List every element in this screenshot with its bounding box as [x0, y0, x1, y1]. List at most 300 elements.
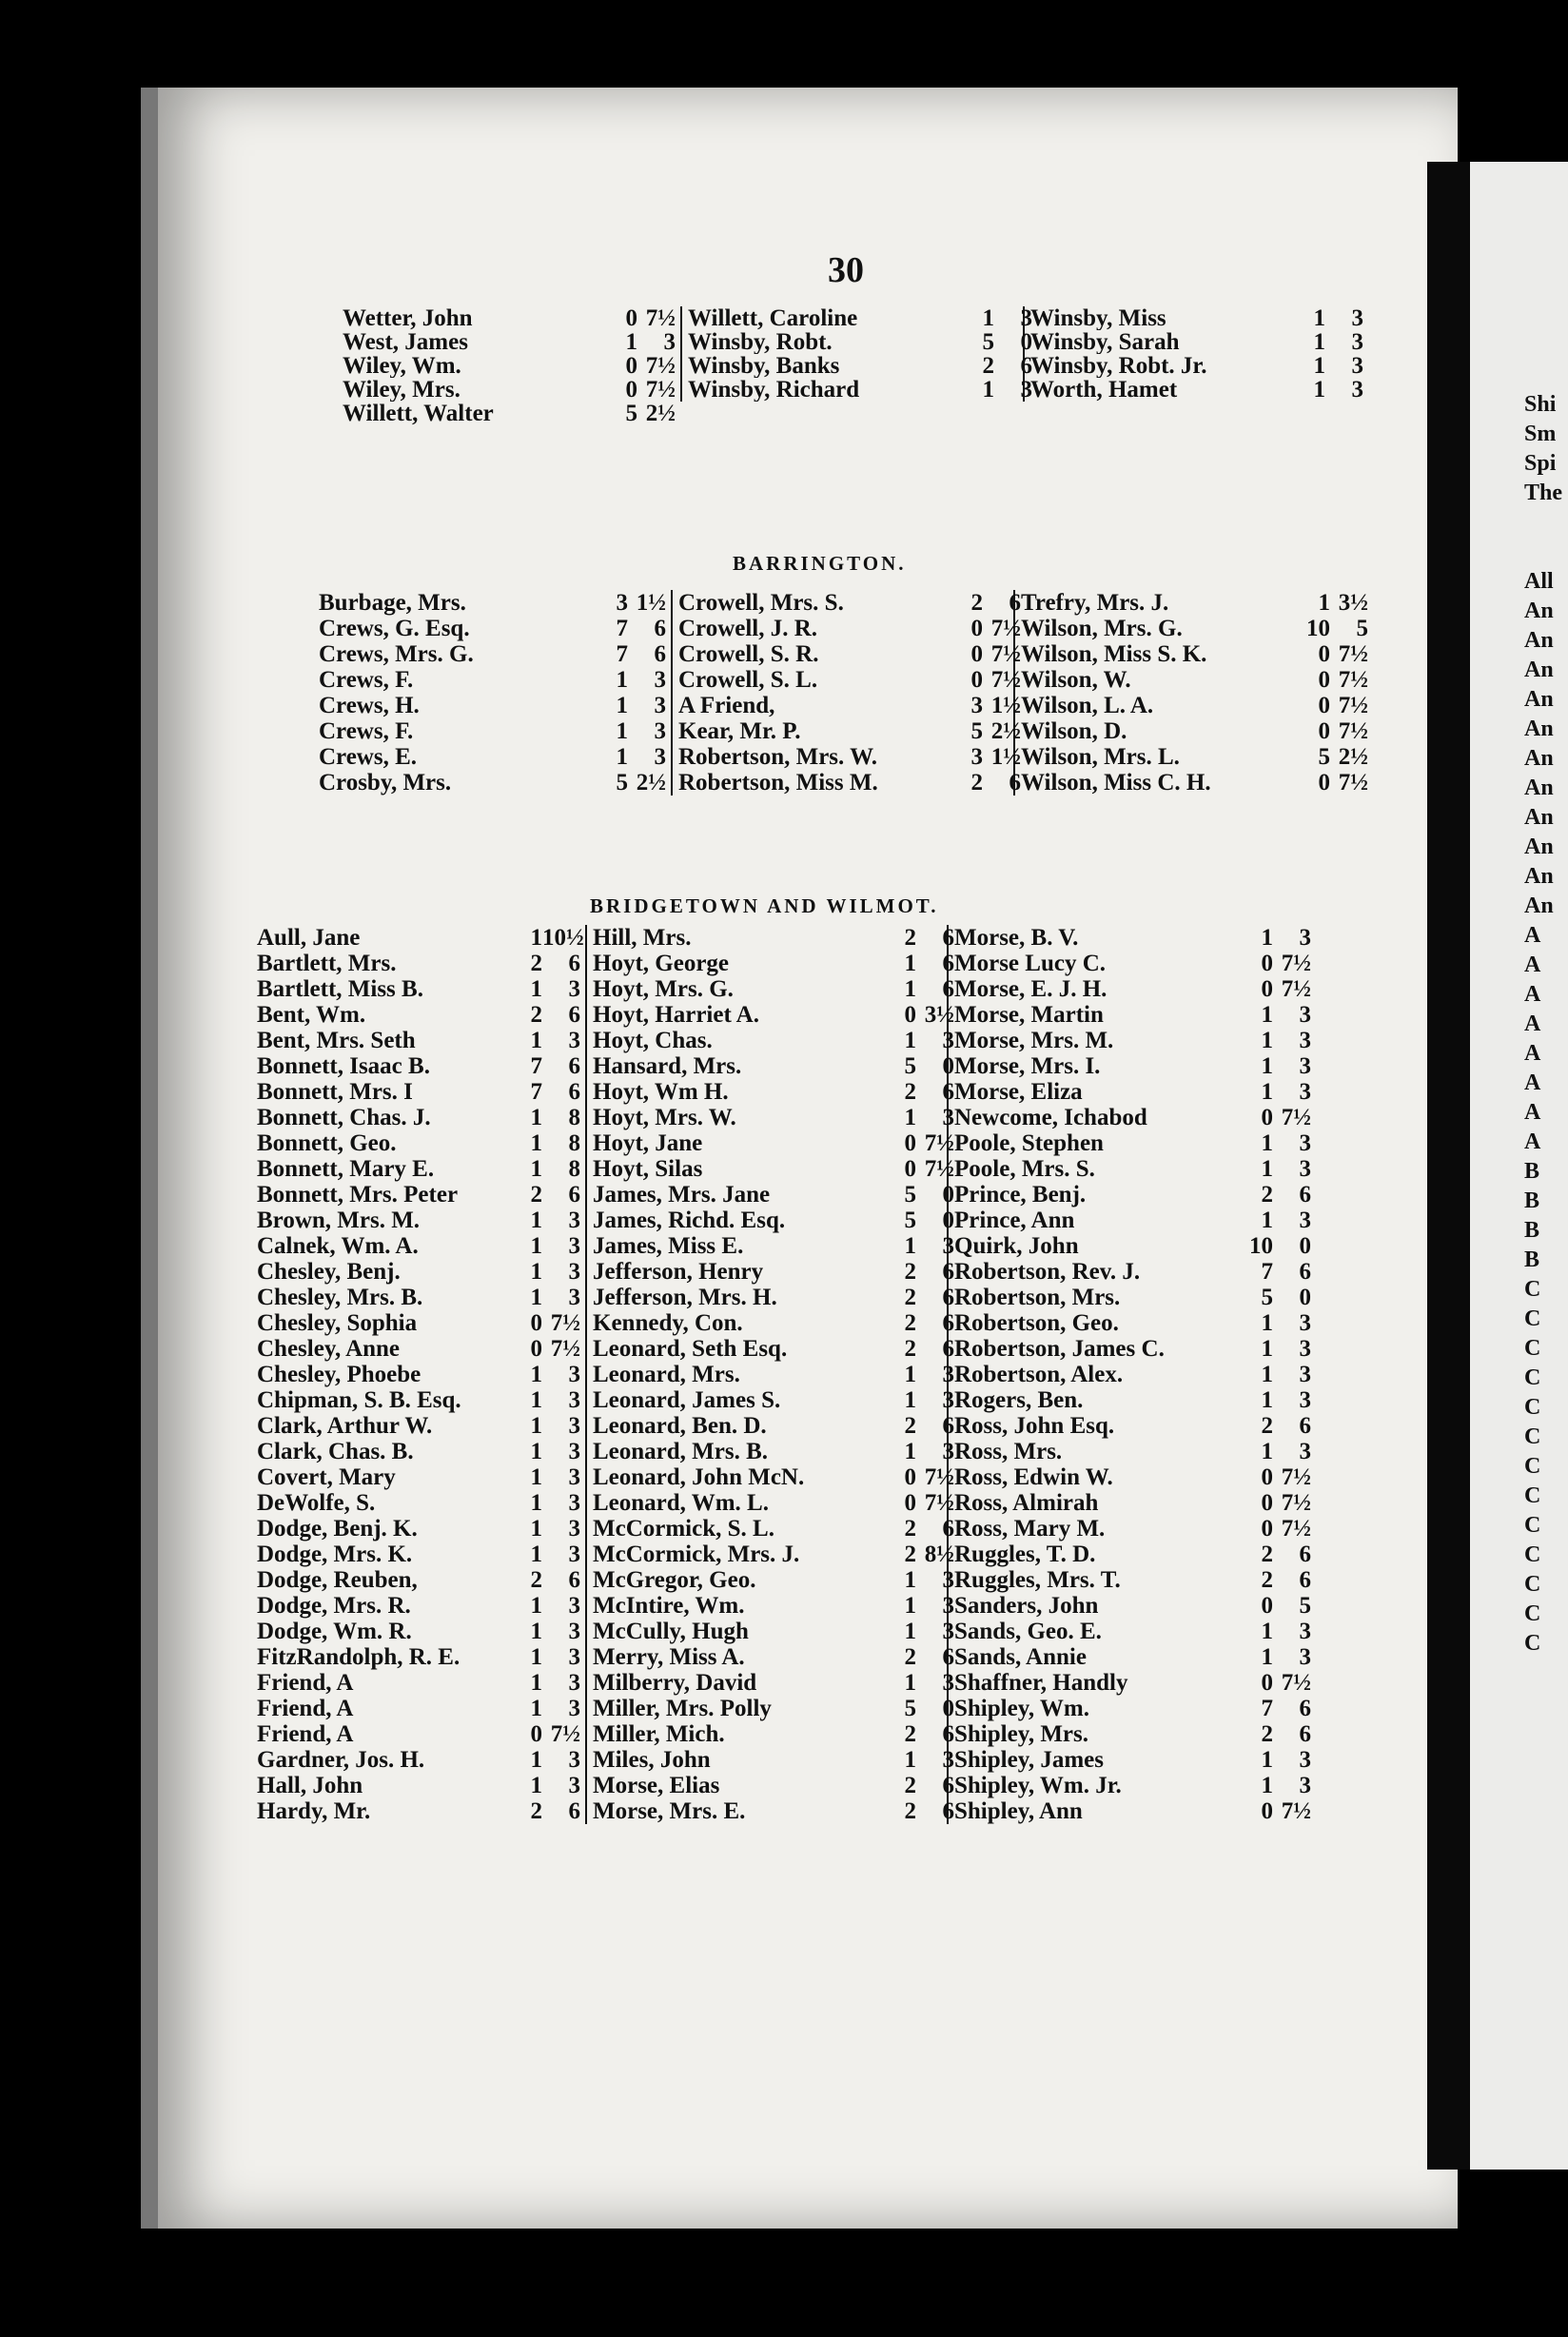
- amount-pence: 0: [1299, 1233, 1311, 1259]
- amount-pence: 3: [1299, 1053, 1311, 1079]
- amount-shillings: 0: [625, 353, 637, 379]
- amount-shillings: 5: [616, 770, 628, 795]
- amount-shillings: 3: [616, 590, 628, 616]
- amount-shillings: 1: [1261, 1336, 1273, 1362]
- amount-pence: 7½: [990, 616, 1021, 641]
- amount-shillings: 2: [530, 1182, 542, 1208]
- subscriber-name: Sanders, John: [954, 1593, 1099, 1619]
- subscriber-entry: [257, 1105, 580, 1130]
- amount-pence: 5: [1356, 616, 1368, 641]
- amount-pence: 3: [654, 667, 666, 693]
- amount-pence: 6: [1299, 1721, 1311, 1747]
- subscriber-entry: [593, 1798, 954, 1824]
- subscriber-entry: [1021, 641, 1368, 667]
- amount-pence: 6: [942, 951, 954, 976]
- subscriber-entry: [954, 1079, 1311, 1105]
- subscriber-entry: [593, 1644, 954, 1670]
- amount-pence: 6: [1020, 353, 1032, 379]
- subscriber-name: Sands, Annie: [954, 1644, 1087, 1670]
- subscriber-name: Wilson, Mrs. G.: [1021, 616, 1183, 641]
- amount-pence: 3: [942, 1670, 954, 1696]
- amount-shillings: 1: [904, 1028, 916, 1053]
- amount-shillings: 1: [982, 377, 994, 403]
- amount-shillings: 1: [1313, 353, 1325, 379]
- amount-pence: 3: [654, 693, 666, 718]
- amount-pence: 7½: [1281, 1798, 1311, 1824]
- amount-shillings: 1: [904, 1387, 916, 1413]
- amount-pence: 6: [942, 1773, 954, 1798]
- amount-pence: 6: [942, 1798, 954, 1824]
- subscriber-entry: [954, 1208, 1311, 1233]
- amount-shillings: 1: [904, 1670, 916, 1696]
- amount-pence: 7½: [1281, 1670, 1311, 1696]
- subscriber-name: Morse, Mrs. M.: [954, 1028, 1114, 1053]
- amount-pence: 3: [663, 329, 676, 355]
- subscriber-entry: [954, 1105, 1311, 1130]
- page-number: 30: [828, 250, 864, 290]
- amount-shillings: 2: [1261, 1567, 1273, 1593]
- subscriber-name: Crews, H.: [319, 693, 420, 718]
- subscriber-entry: [319, 718, 666, 744]
- subscriber-entry: [1021, 770, 1368, 795]
- subscriber-name: McGregor, Geo.: [593, 1567, 756, 1593]
- subscriber-name: Bent, Wm.: [257, 1002, 366, 1028]
- subscriber-name: Jefferson, Mrs. H.: [593, 1285, 777, 1310]
- subscriber-name: Bartlett, Mrs.: [257, 951, 397, 976]
- facing-page-fragment: [1524, 538, 1562, 567]
- facing-page-fragment: A: [1524, 1011, 1541, 1036]
- amount-shillings: 1: [530, 1439, 542, 1464]
- amount-pence: 3: [568, 1644, 580, 1670]
- facing-page-fragment: C: [1524, 1572, 1541, 1597]
- amount-pence: 6: [568, 1053, 580, 1079]
- subscriber-entry: [593, 1721, 954, 1747]
- subscriber-name: Wilson, Mrs. L.: [1021, 744, 1180, 770]
- subscriber-name: Shipley, Wm. Jr.: [954, 1773, 1122, 1798]
- subscriber-name: Robertson, Mrs.: [954, 1285, 1121, 1310]
- subscriber-entry: [319, 590, 666, 616]
- subscriber-entry: [257, 1259, 580, 1285]
- amount-pence: 3: [568, 1490, 580, 1516]
- amount-shillings: 2: [1261, 1413, 1273, 1439]
- facing-page-fragment: C: [1524, 1424, 1541, 1449]
- amount-pence: 2½: [645, 401, 676, 426]
- amount-shillings: 0: [904, 1464, 916, 1490]
- facing-page-fragment: An: [1524, 805, 1554, 830]
- amount-shillings: 1: [530, 1747, 542, 1773]
- amount-shillings: 1: [530, 1387, 542, 1413]
- amount-pence: 3: [942, 1362, 954, 1387]
- amount-pence: 6: [568, 1079, 580, 1105]
- subscriber-entry: [593, 1593, 954, 1619]
- amount-pence: 2½: [990, 718, 1021, 744]
- amount-shillings: 2: [904, 1516, 916, 1542]
- amount-shillings: 0: [1318, 693, 1330, 718]
- amount-shillings: 2: [1261, 1721, 1273, 1747]
- facing-page-fragment: A: [1524, 982, 1541, 1007]
- subscriber-name: Ross, John Esq.: [954, 1413, 1115, 1439]
- amount-shillings: 0: [1318, 770, 1330, 795]
- subscriber-entry: [593, 1464, 954, 1490]
- subscriber-entry: [593, 1619, 954, 1644]
- amount-shillings: 2: [904, 1336, 916, 1362]
- subscriber-entry: [1021, 718, 1368, 744]
- amount-pence: 6: [1299, 1259, 1311, 1285]
- amount-shillings: 1: [904, 1747, 916, 1773]
- amount-shillings: 1: [904, 951, 916, 976]
- amount-shillings: 7: [530, 1079, 542, 1105]
- subscriber-entry: [688, 378, 1032, 402]
- amount-shillings: 0: [530, 1310, 542, 1336]
- subscriber-entry: [319, 641, 666, 667]
- amount-shillings: 0: [1261, 951, 1273, 976]
- subscriber-name: Clark, Chas. B.: [257, 1439, 414, 1464]
- amount-shillings: 1: [530, 1490, 542, 1516]
- facing-page-fragment: Spi: [1524, 451, 1557, 476]
- amount-shillings: 1: [530, 1413, 542, 1439]
- amount-pence: 3: [568, 1747, 580, 1773]
- subscriber-entry: [954, 1593, 1311, 1619]
- amount-pence: 3: [1299, 1002, 1311, 1028]
- subscriber-entry: [678, 590, 1021, 616]
- amount-pence: 7½: [1338, 693, 1368, 718]
- subscriber-name: Hoyt, Chas.: [593, 1028, 713, 1053]
- amount-pence: 3: [568, 1542, 580, 1567]
- subscriber-name: Winsby, Robt.: [688, 330, 833, 354]
- amount-shillings: 0: [625, 305, 637, 331]
- amount-pence: 8: [568, 1130, 580, 1156]
- amount-shillings: 1: [530, 976, 542, 1002]
- amount-shillings: 2: [1261, 1542, 1273, 1567]
- amount-pence: 6: [942, 925, 954, 951]
- subscriber-name: Crews, F.: [319, 667, 414, 693]
- facing-page-fragment: B: [1524, 1188, 1540, 1213]
- subscriber-name: Robertson, Mrs. W.: [678, 744, 878, 770]
- subscriber-entry: [593, 1053, 954, 1079]
- facing-page-fragment: A: [1524, 1129, 1541, 1154]
- amount-shillings: 1: [530, 1105, 542, 1130]
- subscriber-name: Chesley, Benj.: [257, 1259, 401, 1285]
- subscriber-name: Shaffner, Handly: [954, 1670, 1128, 1696]
- amount-shillings: 5: [904, 1053, 916, 1079]
- subscriber-name: Kennedy, Con.: [593, 1310, 743, 1336]
- subscriber-entry: [954, 1721, 1311, 1747]
- amount-pence: 3: [942, 1593, 954, 1619]
- subscriber-name: McCully, Hugh: [593, 1619, 749, 1644]
- facing-page-fragment: B: [1524, 1247, 1540, 1272]
- amount-pence: 6: [568, 1002, 580, 1028]
- amount-pence: 3: [1351, 353, 1363, 379]
- amount-shillings: 1: [1261, 1310, 1273, 1336]
- amount-pence: 3½: [1338, 590, 1368, 616]
- subscriber-name: Ruggles, Mrs. T.: [954, 1567, 1121, 1593]
- amount-shillings: 10: [1306, 616, 1330, 641]
- subscriber-entry: [319, 693, 666, 718]
- subscriber-name: Morse, Mrs. I.: [954, 1053, 1101, 1079]
- subscriber-name: Hoyt, Wm H.: [593, 1079, 729, 1105]
- subscriber-entry: [593, 1105, 954, 1130]
- subscriber-entry: [954, 1696, 1311, 1721]
- amount-shillings: 1: [1261, 1079, 1273, 1105]
- amount-shillings: 7: [1261, 1259, 1273, 1285]
- subscriber-name: McCormick, Mrs. J.: [593, 1542, 800, 1567]
- facing-page-fragment: An: [1524, 835, 1554, 859]
- subscriber-name: Wilson, Miss S. K.: [1021, 641, 1207, 667]
- amount-pence: 3: [942, 1233, 954, 1259]
- amount-shillings: 1: [1261, 1773, 1273, 1798]
- subscriber-name: Robertson, Miss M.: [678, 770, 878, 795]
- amount-shillings: 2: [904, 1644, 916, 1670]
- subscriber-entry: [954, 1387, 1311, 1413]
- subscriber-name: Prince, Benj.: [954, 1182, 1087, 1208]
- amount-shillings: 7: [616, 616, 628, 641]
- facing-page-fragment: An: [1524, 658, 1554, 682]
- subscriber-name: Brown, Mrs. M.: [257, 1208, 421, 1233]
- amount-shillings: 1: [530, 1773, 542, 1798]
- facing-page-fragment: Sm: [1524, 422, 1557, 446]
- subscriber-entry: [954, 1259, 1311, 1285]
- amount-shillings: 1: [1261, 1644, 1273, 1670]
- amount-pence: 3: [942, 1028, 954, 1053]
- amount-pence: 8½: [924, 1542, 954, 1567]
- amount-pence: 8: [568, 1105, 580, 1130]
- amount-pence: 3: [1299, 1130, 1311, 1156]
- amount-shillings: 1: [616, 667, 628, 693]
- amount-pence: 6: [1299, 1182, 1311, 1208]
- amount-pence: 3: [1299, 1156, 1311, 1182]
- amount-pence: 7½: [1338, 770, 1368, 795]
- amount-shillings: 2: [530, 1567, 542, 1593]
- amount-pence: 6: [942, 1079, 954, 1105]
- subscriber-name: Wilson, W.: [1021, 667, 1131, 693]
- subscriber-entry: [593, 976, 954, 1002]
- amount-shillings: 2: [904, 1285, 916, 1310]
- amount-pence: 7½: [645, 377, 676, 403]
- subscriber-entry: [954, 1156, 1311, 1182]
- facing-page-fragment: [1524, 508, 1562, 538]
- amount-shillings: 2: [1261, 1182, 1273, 1208]
- subscriber-name: Quirk, John: [954, 1233, 1079, 1259]
- subscriber-name: Bonnett, Mary E.: [257, 1156, 435, 1182]
- facing-page-fragment: B: [1524, 1159, 1540, 1184]
- amount-pence: 3: [568, 1028, 580, 1053]
- subscriber-name: DeWolfe, S.: [257, 1490, 376, 1516]
- amount-shillings: 5: [1318, 744, 1330, 770]
- subscriber-entry: [319, 667, 666, 693]
- bridgetown-heading: BRIDGETOWN AND WILMOT.: [590, 894, 939, 917]
- subscriber-entry: [593, 1208, 954, 1233]
- amount-pence: 5: [1299, 1593, 1311, 1619]
- continued-col-2: [680, 306, 1032, 402]
- amount-pence: 6: [568, 1567, 580, 1593]
- subscriber-name: Bent, Mrs. Seth: [257, 1028, 416, 1053]
- subscriber-name: Morse, B. V.: [954, 925, 1079, 951]
- facing-page-fragment: An: [1524, 687, 1554, 712]
- amount-shillings: 2: [970, 770, 983, 795]
- amount-pence: 6: [1299, 1413, 1311, 1439]
- amount-pence: 6: [1299, 1542, 1311, 1567]
- amount-shillings: 2: [904, 1721, 916, 1747]
- facing-page-fragment: A: [1524, 923, 1541, 948]
- subscriber-name: Sands, Geo. E.: [954, 1619, 1102, 1644]
- facing-page-fragment: C: [1524, 1631, 1541, 1656]
- amount-pence: 3: [1299, 1439, 1311, 1464]
- amount-pence: 1½: [990, 744, 1021, 770]
- amount-pence: 6: [942, 1413, 954, 1439]
- subscriber-entry: [257, 1542, 580, 1567]
- amount-shillings: 1: [982, 305, 994, 331]
- amount-pence: 3: [1299, 1028, 1311, 1053]
- amount-pence: 3: [1020, 377, 1032, 403]
- amount-pence: 3: [942, 1387, 954, 1413]
- amount-pence: 3: [1351, 377, 1363, 403]
- amount-shillings: 1: [530, 1542, 542, 1567]
- amount-pence: 2½: [636, 770, 666, 795]
- amount-pence: 3: [1299, 1644, 1311, 1670]
- subscriber-name: Morse, Eliza: [954, 1079, 1083, 1105]
- subscriber-entry: [257, 1567, 580, 1593]
- subscriber-name: Poole, Mrs. S.: [954, 1156, 1095, 1182]
- amount-pence: 2½: [1338, 744, 1368, 770]
- subscriber-name: Hoyt, George: [593, 951, 730, 976]
- amount-pence: 3: [568, 1387, 580, 1413]
- subscriber-name: Hoyt, Mrs. G.: [593, 976, 734, 1002]
- subscriber-name: Poole, Stephen: [954, 1130, 1104, 1156]
- subscriber-entry: [319, 616, 666, 641]
- subscriber-entry: [678, 744, 1021, 770]
- amount-shillings: 1: [904, 1619, 916, 1644]
- subscriber-entry: [257, 1798, 580, 1824]
- subscriber-name: Chesley, Anne: [257, 1336, 401, 1362]
- subscriber-name: Robertson, Geo.: [954, 1310, 1119, 1336]
- amount-shillings: 0: [1318, 718, 1330, 744]
- subscriber-entry: [343, 330, 676, 354]
- amount-pence: 7½: [1281, 1516, 1311, 1542]
- amount-pence: 6: [942, 1644, 954, 1670]
- subscriber-name: Bonnett, Mrs. I: [257, 1079, 413, 1105]
- facing-page-fragment: C: [1524, 1542, 1541, 1567]
- subscriber-entry: [257, 1439, 580, 1464]
- subscriber-entry: [954, 1053, 1311, 1079]
- amount-pence: 6: [1009, 590, 1021, 616]
- subscriber-name: Winsby, Robt. Jr.: [1030, 354, 1207, 378]
- amount-pence: 3: [1299, 1773, 1311, 1798]
- amount-shillings: 2: [530, 1798, 542, 1824]
- amount-pence: 6: [568, 1798, 580, 1824]
- subscriber-name: Worth, Hamet: [1030, 378, 1178, 402]
- subscriber-entry: [593, 1233, 954, 1259]
- amount-pence: 3: [1299, 1336, 1311, 1362]
- barrington-col-1: [319, 590, 666, 795]
- amount-pence: 3: [1351, 329, 1363, 355]
- subscriber-name: Ross, Edwin W.: [954, 1464, 1113, 1490]
- facing-page-fragment: An: [1524, 717, 1554, 741]
- subscriber-name: Hill, Mrs.: [593, 925, 692, 951]
- subscriber-name: Crowell, Mrs. S.: [678, 590, 844, 616]
- subscriber-entry: [678, 641, 1021, 667]
- amount-shillings: 5: [625, 401, 637, 426]
- subscriber-entry: [257, 1490, 580, 1516]
- amount-shillings: 1: [616, 718, 628, 744]
- subscriber-name: Leonard, Seth Esq.: [593, 1336, 788, 1362]
- subscriber-name: Leonard, John McN.: [593, 1464, 805, 1490]
- subscriber-entry: [954, 1798, 1311, 1824]
- subscriber-entry: [593, 925, 954, 951]
- amount-shillings: 1: [1261, 1619, 1273, 1644]
- subscriber-entry: [257, 1773, 580, 1798]
- subscriber-entry: [257, 1002, 580, 1028]
- subscriber-entry: [678, 770, 1021, 795]
- subscriber-name: Rogers, Ben.: [954, 1387, 1084, 1413]
- amount-pence: 6: [942, 976, 954, 1002]
- subscriber-entry: [954, 1362, 1311, 1387]
- amount-shillings: 1: [530, 1208, 542, 1233]
- subscriber-name: Jefferson, Henry: [593, 1259, 764, 1285]
- subscriber-name: Chesley, Phoebe: [257, 1362, 421, 1387]
- amount-shillings: 5: [1261, 1285, 1273, 1310]
- amount-pence: 3: [568, 1362, 580, 1387]
- subscriber-name: Crowell, S. R.: [678, 641, 819, 667]
- amount-pence: 3: [654, 744, 666, 770]
- subscriber-name: Friend, A: [257, 1696, 354, 1721]
- amount-shillings: 7: [530, 1053, 542, 1079]
- amount-pence: 3: [1299, 925, 1311, 951]
- subscriber-name: Miller, Mich.: [593, 1721, 725, 1747]
- continued-col-1: [343, 306, 676, 425]
- subscriber-name: Kear, Mr. P.: [678, 718, 801, 744]
- amount-shillings: 3: [970, 693, 983, 718]
- amount-shillings: 1: [530, 1619, 542, 1644]
- subscriber-entry: [257, 1310, 580, 1336]
- amount-shillings: 1: [1261, 1053, 1273, 1079]
- amount-shillings: 2: [904, 1079, 916, 1105]
- amount-shillings: 1: [530, 1259, 542, 1285]
- subscriber-name: Crowell, J. R.: [678, 616, 818, 641]
- amount-shillings: 2: [904, 1773, 916, 1798]
- amount-shillings: 1: [530, 1696, 542, 1721]
- amount-pence: 0: [1020, 329, 1032, 355]
- amount-shillings: 1: [530, 1593, 542, 1619]
- amount-pence: 6: [568, 951, 580, 976]
- amount-shillings: 1: [1261, 1028, 1273, 1053]
- subscriber-entry: [343, 378, 676, 402]
- amount-shillings: 2: [904, 1542, 916, 1567]
- amount-shillings: 1: [530, 1516, 542, 1542]
- amount-shillings: 1: [904, 976, 916, 1002]
- subscriber-name: Ruggles, T. D.: [954, 1542, 1096, 1567]
- facing-page-fragment: A: [1524, 1070, 1541, 1095]
- subscriber-name: Newcome, Ichabod: [954, 1105, 1147, 1130]
- subscriber-entry: [257, 1747, 580, 1773]
- amount-shillings: 0: [1261, 1490, 1273, 1516]
- subscriber-name: Dodge, Reuben,: [257, 1567, 418, 1593]
- subscriber-entry: [343, 306, 676, 330]
- subscriber-entry: [678, 667, 1021, 693]
- amount-pence: 3: [1020, 305, 1032, 331]
- amount-pence: 7½: [990, 667, 1021, 693]
- amount-shillings: 0: [1318, 641, 1330, 667]
- subscriber-name: Wetter, John: [343, 306, 473, 330]
- amount-pence: 3: [568, 1259, 580, 1285]
- subscriber-name: Dodge, Wm. R.: [257, 1619, 412, 1644]
- subscriber-name: Friend, A: [257, 1670, 354, 1696]
- subscriber-entry: [257, 1696, 580, 1721]
- subscriber-name: Winsby, Banks: [688, 354, 840, 378]
- amount-pence: 6: [568, 1182, 580, 1208]
- subscriber-name: Bonnett, Chas. J.: [257, 1105, 431, 1130]
- subscriber-name: Friend, A: [257, 1721, 354, 1747]
- subscriber-entry: [954, 1285, 1311, 1310]
